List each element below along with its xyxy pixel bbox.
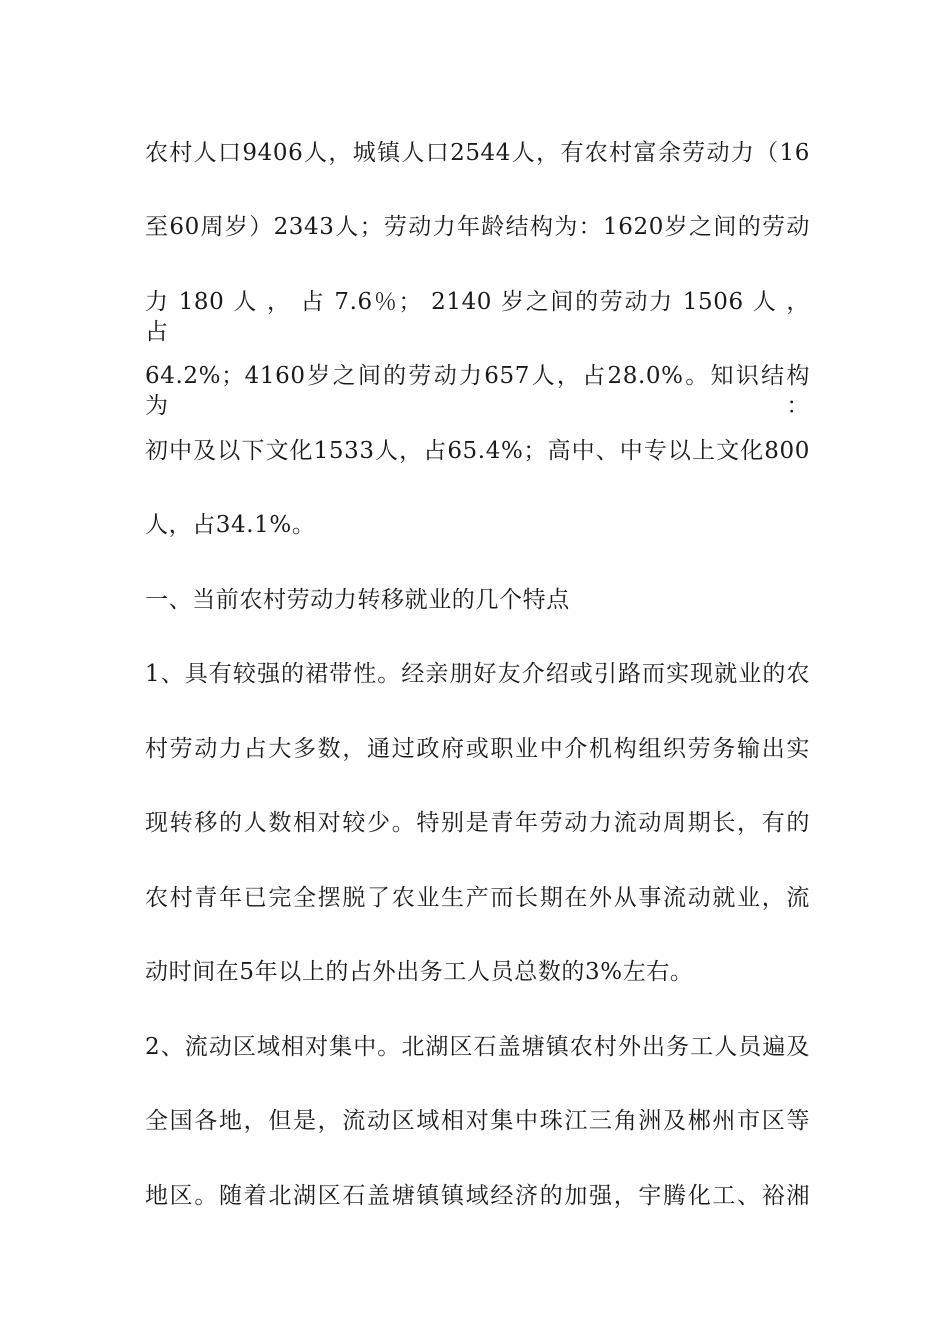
paragraph-line: 地区。随着北湖区石盖塘镇镇域经济的加强，宇腾化工、裕湘 bbox=[145, 1183, 810, 1209]
paragraph-line: 力 180 人 ， 占 7.6％； 2140 岁之间的劳动力 1506 人 ， 占 bbox=[145, 289, 810, 345]
paragraph-line: 1、具有较强的裙带性。经亲朋好友介绍或引路而实现就业的农 bbox=[145, 661, 810, 687]
paragraph-line: 农村人口9406人，城镇人口2544人，有农村富余劳动力（16 bbox=[145, 140, 810, 166]
paragraph-line: 人，占34.1%。 bbox=[145, 512, 316, 538]
section-heading: 一、当前农村劳动力转移就业的几个特点 bbox=[145, 587, 570, 613]
paragraph-line: 动时间在5年以上的占外出务工人员总数的3%左右。 bbox=[145, 959, 694, 985]
paragraph-line: 全国各地，但是，流动区域相对集中珠江三角洲及郴州市区等 bbox=[145, 1108, 810, 1134]
paragraph-line: 现转移的人数相对较少。特别是青年劳动力流动周期长，有的 bbox=[145, 810, 810, 836]
paragraph-line: 村劳动力占大多数，通过政府或职业中介机构组织劳务输出实 bbox=[145, 736, 810, 762]
paragraph-line: 初中及以下文化1533人，占65.4%；高中、中专以上文化800 bbox=[145, 438, 810, 464]
paragraph-line: 64.2%；4160岁之间的劳动力657人，占28.0%。知识结构为： bbox=[145, 363, 810, 419]
paragraph-line: 至60周岁）2343人；劳动力年龄结构为：1620岁之间的劳动 bbox=[145, 214, 810, 240]
paragraph-line: 2、流动区域相对集中。北湖区石盖塘镇农村外出务工人员遍及 bbox=[145, 1034, 810, 1060]
paragraph-line: 农村青年已完全摆脱了农业生产而长期在外从事流动就业，流 bbox=[145, 885, 810, 911]
